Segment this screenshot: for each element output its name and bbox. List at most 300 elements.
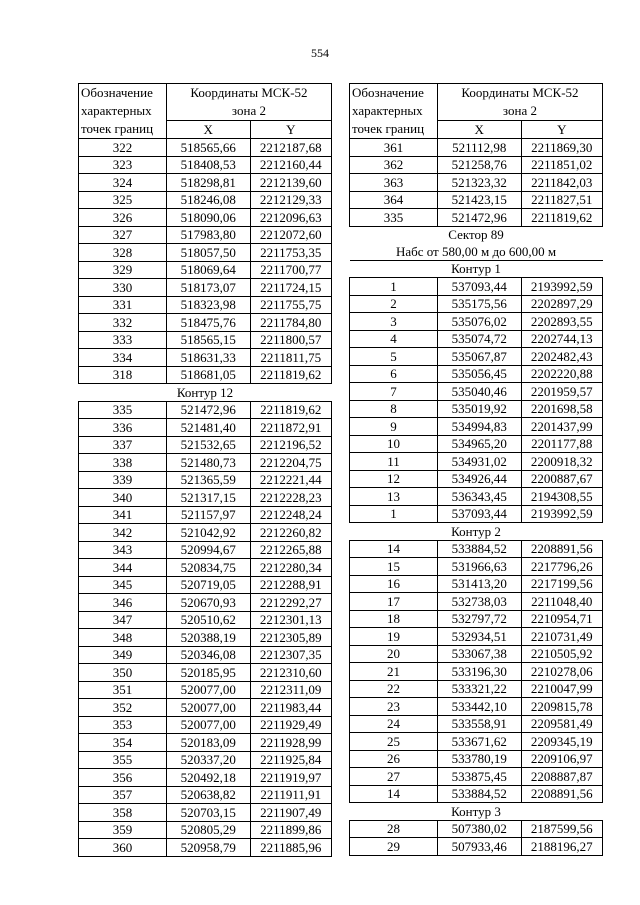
point-id-cell: 27 [350,768,438,786]
y-coordinate-cell: 2211885,96 [250,839,331,857]
point-designation-header [350,84,438,139]
point-id-cell: 14 [350,540,438,558]
y-coordinate-cell: 2209106,97 [521,750,602,768]
table-row [350,628,603,646]
y-coordinate-cell: 2212265,88 [250,541,331,559]
table-row [350,820,603,838]
x-coordinate-cell: 518298,81 [166,174,250,192]
table-row [79,454,332,472]
header-line: зона 2 [502,103,537,118]
x-coordinate-cell: 532738,03 [437,593,521,611]
point-id-cell: 341 [79,506,167,524]
table-row [79,296,332,314]
table-header-row [79,84,332,121]
y-coordinate-cell: 2212280,34 [250,559,331,577]
y-coordinate-cell: 2211819,62 [250,401,331,419]
point-id-cell: 338 [79,454,167,472]
table-row [79,226,332,244]
table-row [79,366,332,384]
section-row [350,803,603,821]
y-coordinate-cell: 2211811,75 [250,349,331,367]
y-coordinate-cell: 2211872,91 [250,419,331,437]
table-row [79,191,332,209]
y-coordinate-cell: 2212129,33 [250,191,331,209]
x-coordinate-cell: 520638,82 [166,786,250,804]
x-coordinate-cell: 532934,51 [437,628,521,646]
table-row [79,506,332,524]
section-title: Контур 2 [350,523,603,541]
x-coordinate-cell: 521317,15 [166,489,250,507]
point-id-cell: 337 [79,436,167,454]
point-id-cell: 11 [350,453,438,471]
point-id-cell: 348 [79,629,167,647]
header-line: точек границ [81,121,154,136]
y-coordinate-cell: 2212187,68 [250,139,331,157]
table-row [350,733,603,751]
table-row [79,314,332,332]
x-coordinate-cell: 520994,67 [166,541,250,559]
table-row [350,540,603,558]
table-row [350,680,603,698]
x-coordinate-cell: 518173,07 [166,279,250,297]
y-coordinate-cell: 2208887,87 [521,768,602,786]
y-coordinate-cell: 2208891,56 [521,785,602,803]
x-coordinate-cell: 533780,19 [437,750,521,768]
y-coordinate-cell: 2211800,57 [250,331,331,349]
x-coordinate-cell: 507933,46 [437,838,521,856]
point-id-cell: 332 [79,314,167,332]
x-coordinate-cell: 521042,92 [166,524,250,542]
table-row [350,139,603,157]
table-row [350,663,603,681]
table-row [350,365,603,383]
x-coordinate-cell: 520077,00 [166,716,250,734]
y-coordinate-cell: 2211907,49 [250,804,331,822]
y-coordinate-cell: 2212221,44 [250,471,331,489]
point-id-cell: 2 [350,295,438,313]
section-title: Контур 12 [79,384,332,402]
x-coordinate-cell: 520834,75 [166,559,250,577]
table-row [79,559,332,577]
point-id-cell: 353 [79,716,167,734]
point-id-cell: 343 [79,541,167,559]
point-id-cell: 318 [79,366,167,384]
section-row [350,523,603,541]
table-row [79,734,332,752]
x-coordinate-cell: 517983,80 [166,226,250,244]
x-coordinate-cell: 521480,73 [166,454,250,472]
table-row [79,664,332,682]
point-id-cell: 347 [79,611,167,629]
table-row [79,261,332,279]
table-row [79,541,332,559]
y-coordinate-cell: 2211919,97 [250,769,331,787]
point-id-cell: 340 [79,489,167,507]
point-id-cell: 333 [79,331,167,349]
point-id-cell: 364 [350,191,438,209]
y-coordinate-cell: 2211753,35 [250,244,331,262]
point-id-cell: 344 [79,559,167,577]
y-coordinate-cell: 2211925,84 [250,751,331,769]
y-coordinate-cell: 2211700,77 [250,261,331,279]
point-id-cell: 363 [350,174,438,192]
y-coordinate-cell: 2212301,13 [250,611,331,629]
point-id-cell: 12 [350,470,438,488]
table-row [79,401,332,419]
point-id-cell: 26 [350,750,438,768]
table-row [79,769,332,787]
x-coordinate-cell: 520077,00 [166,699,250,717]
table-row [79,139,332,157]
point-id-cell: 339 [79,471,167,489]
y-coordinate-cell: 2211911,91 [250,786,331,804]
point-id-cell: 5 [350,348,438,366]
y-coordinate-cell: 2194308,55 [521,488,602,506]
x-coordinate-cell: 520719,05 [166,576,250,594]
x-coordinate-cell: 520670,93 [166,594,250,612]
x-coordinate-cell: 520337,20 [166,751,250,769]
x-coordinate-cell: 534994,83 [437,418,521,436]
y-coordinate-cell: 2212096,63 [250,209,331,227]
point-id-cell: 17 [350,593,438,611]
y-coordinate-cell: 2211928,99 [250,734,331,752]
table-row [350,400,603,418]
point-id-cell: 335 [79,401,167,419]
table-row [79,331,332,349]
point-id-cell: 6 [350,365,438,383]
y-coordinate-cell: 2211899,86 [250,821,331,839]
x-column-header: X [166,121,250,139]
point-id-cell: 331 [79,296,167,314]
y-coordinate-cell: 2193992,59 [521,505,602,523]
y-coordinate-cell: 2212139,60 [250,174,331,192]
point-id-cell: 8 [350,400,438,418]
table-row [350,278,603,296]
x-coordinate-cell: 533321,22 [437,680,521,698]
x-coordinate-cell: 518057,50 [166,244,250,262]
point-id-cell: 16 [350,575,438,593]
header-line: характерных [81,103,152,118]
x-coordinate-cell: 534965,20 [437,435,521,453]
x-coordinate-cell: 521365,59 [166,471,250,489]
x-coordinate-cell: 518069,64 [166,261,250,279]
section-title: Сектор 89 [350,226,603,243]
y-coordinate-cell: 2212204,75 [250,454,331,472]
y-coordinate-cell: 2210278,06 [521,663,602,681]
x-coordinate-cell: 534926,44 [437,470,521,488]
coordinates-table-right [349,83,603,856]
point-id-cell: 22 [350,680,438,698]
y-coordinate-cell: 2211724,15 [250,279,331,297]
point-id-cell: 335 [350,209,438,227]
x-coordinate-cell: 518090,06 [166,209,250,227]
table-row [350,174,603,192]
y-coordinate-cell: 2212260,82 [250,524,331,542]
x-coordinate-cell: 521112,98 [437,139,521,157]
point-id-cell: 3 [350,313,438,331]
section-title: Контур 1 [350,260,603,278]
point-id-cell: 334 [79,349,167,367]
point-id-cell: 21 [350,663,438,681]
point-id-cell: 4 [350,330,438,348]
section-row [350,226,603,243]
y-coordinate-cell: 2202897,29 [521,295,602,313]
point-id-cell: 7 [350,383,438,401]
point-id-cell: 1 [350,505,438,523]
section-row [350,243,603,260]
point-id-cell: 20 [350,645,438,663]
y-coordinate-cell: 2211755,75 [250,296,331,314]
point-id-cell: 326 [79,209,167,227]
y-coordinate-cell: 2193992,59 [521,278,602,296]
y-coordinate-cell: 2217796,26 [521,558,602,576]
x-coordinate-cell: 535019,92 [437,400,521,418]
table-row [350,313,603,331]
x-coordinate-cell: 537093,44 [437,278,521,296]
y-column-header: Y [250,121,331,139]
coordinates-header [437,84,602,121]
table-row [79,751,332,769]
coordinates-header [166,84,331,121]
point-id-cell: 14 [350,785,438,803]
table-row [350,768,603,786]
section-title: Контур 3 [350,803,603,821]
table-row [79,279,332,297]
y-coordinate-cell: 2201177,88 [521,435,602,453]
table-row [79,156,332,174]
point-id-cell: 357 [79,786,167,804]
x-coordinate-cell: 521157,97 [166,506,250,524]
x-coordinate-cell: 518408,53 [166,156,250,174]
table-row [79,576,332,594]
y-coordinate-cell: 2212160,44 [250,156,331,174]
table-row [79,629,332,647]
table-body [79,139,332,857]
x-coordinate-cell: 536343,45 [437,488,521,506]
x-coordinate-cell: 521423,15 [437,191,521,209]
point-id-cell: 362 [350,156,438,174]
point-id-cell: 19 [350,628,438,646]
y-column-header: Y [521,121,602,139]
y-coordinate-cell: 2200887,67 [521,470,602,488]
y-coordinate-cell: 2202893,55 [521,313,602,331]
y-coordinate-cell: 2212311,09 [250,681,331,699]
x-coordinate-cell: 518246,08 [166,191,250,209]
table-row [79,489,332,507]
x-coordinate-cell: 533884,52 [437,540,521,558]
point-id-cell: 23 [350,698,438,716]
table-row [350,838,603,856]
table-row [79,524,332,542]
table-row [350,209,603,227]
x-coordinate-cell: 531413,20 [437,575,521,593]
table-row [79,174,332,192]
table-row [79,594,332,612]
x-coordinate-cell: 520805,29 [166,821,250,839]
table-row [350,558,603,576]
table-row [79,681,332,699]
y-coordinate-cell: 2211819,62 [250,366,331,384]
x-coordinate-cell: 520185,95 [166,664,250,682]
point-id-cell: 350 [79,664,167,682]
y-coordinate-cell: 2212248,24 [250,506,331,524]
table-row [350,610,603,628]
point-id-cell: 24 [350,715,438,733]
x-coordinate-cell: 518681,05 [166,366,250,384]
y-coordinate-cell: 2201959,57 [521,383,602,401]
y-coordinate-cell: 2211842,03 [521,174,602,192]
x-coordinate-cell: 533671,62 [437,733,521,751]
y-coordinate-cell: 2187599,56 [521,820,602,838]
y-coordinate-cell: 2212072,60 [250,226,331,244]
point-id-cell: 358 [79,804,167,822]
x-coordinate-cell: 533558,91 [437,715,521,733]
section-row [79,384,332,402]
point-designation-header [79,84,167,139]
y-coordinate-cell: 2212292,27 [250,594,331,612]
table-row [79,611,332,629]
x-coordinate-cell: 521532,65 [166,436,250,454]
header-line: Координаты МСК-52 [190,85,308,100]
table-row [350,348,603,366]
table-row [350,295,603,313]
table-row [79,839,332,857]
point-id-cell: 345 [79,576,167,594]
page-number: 554 [311,46,329,60]
point-id-cell: 325 [79,191,167,209]
y-coordinate-cell: 2212196,52 [250,436,331,454]
x-coordinate-cell: 520183,09 [166,734,250,752]
y-coordinate-cell: 2211827,51 [521,191,602,209]
point-id-cell: 336 [79,419,167,437]
x-coordinate-cell: 533067,38 [437,645,521,663]
point-id-cell: 322 [79,139,167,157]
x-coordinate-cell: 521323,32 [437,174,521,192]
point-id-cell: 1 [350,278,438,296]
y-coordinate-cell: 2217199,56 [521,575,602,593]
y-coordinate-cell: 2211819,62 [521,209,602,227]
table-row [79,244,332,262]
point-id-cell: 342 [79,524,167,542]
y-coordinate-cell: 2210047,99 [521,680,602,698]
point-id-cell: 29 [350,838,438,856]
table-header-row [350,84,603,121]
x-coordinate-cell: 533884,52 [437,785,521,803]
x-coordinate-cell: 535067,87 [437,348,521,366]
table-row [350,418,603,436]
y-coordinate-cell: 2202482,43 [521,348,602,366]
x-coordinate-cell: 518323,98 [166,296,250,314]
table-row [350,191,603,209]
section-title: Набс от 580,00 м до 600,00 м [350,243,603,260]
y-coordinate-cell: 2210954,71 [521,610,602,628]
point-id-cell: 15 [350,558,438,576]
point-id-cell: 349 [79,646,167,664]
point-id-cell: 351 [79,681,167,699]
table-row [350,453,603,471]
x-coordinate-cell: 535074,72 [437,330,521,348]
point-id-cell: 330 [79,279,167,297]
table-row [79,699,332,717]
point-id-cell: 360 [79,839,167,857]
y-coordinate-cell: 2202744,13 [521,330,602,348]
x-coordinate-cell: 518565,66 [166,139,250,157]
table-row [350,645,603,663]
y-coordinate-cell: 2208891,56 [521,540,602,558]
header-line: точек границ [352,121,425,136]
x-coordinate-cell: 533196,30 [437,663,521,681]
x-coordinate-cell: 520388,19 [166,629,250,647]
point-id-cell: 354 [79,734,167,752]
point-id-cell: 324 [79,174,167,192]
table-row [350,698,603,716]
table-row [79,349,332,367]
x-coordinate-cell: 521481,40 [166,419,250,437]
y-coordinate-cell: 2210731,49 [521,628,602,646]
x-coordinate-cell: 520703,15 [166,804,250,822]
x-coordinate-cell: 520346,08 [166,646,250,664]
y-coordinate-cell: 2211784,80 [250,314,331,332]
header-line: Координаты МСК-52 [461,85,579,100]
y-coordinate-cell: 2209815,78 [521,698,602,716]
point-id-cell: 327 [79,226,167,244]
y-coordinate-cell: 2209581,49 [521,715,602,733]
table-row [79,804,332,822]
point-id-cell: 25 [350,733,438,751]
table-row [79,419,332,437]
y-coordinate-cell: 2212307,35 [250,646,331,664]
y-coordinate-cell: 2201437,99 [521,418,602,436]
y-coordinate-cell: 2212228,23 [250,489,331,507]
y-coordinate-cell: 2212288,91 [250,576,331,594]
x-coordinate-cell: 520077,00 [166,681,250,699]
header-line: Обозначение [81,85,153,100]
x-coordinate-cell: 520958,79 [166,839,250,857]
table-row [350,488,603,506]
y-coordinate-cell: 2212305,89 [250,629,331,647]
table-row [350,593,603,611]
table-row [79,821,332,839]
point-id-cell: 356 [79,769,167,787]
y-coordinate-cell: 2202220,88 [521,365,602,383]
table-body [350,139,603,856]
x-coordinate-cell: 521472,96 [437,209,521,227]
x-coordinate-cell: 507380,02 [437,820,521,838]
x-coordinate-cell: 533442,10 [437,698,521,716]
point-id-cell: 346 [79,594,167,612]
header-line: зона 2 [231,103,266,118]
coordinates-table-left [78,83,332,857]
header-line: характерных [352,103,423,118]
point-id-cell: 328 [79,244,167,262]
x-coordinate-cell: 521472,96 [166,401,250,419]
y-coordinate-cell: 2209345,19 [521,733,602,751]
point-id-cell: 9 [350,418,438,436]
table-row [79,209,332,227]
y-coordinate-cell: 2188196,27 [521,838,602,856]
x-coordinate-cell: 535056,45 [437,365,521,383]
point-id-cell: 28 [350,820,438,838]
point-id-cell: 361 [350,139,438,157]
table-row [79,471,332,489]
y-coordinate-cell: 2211048,40 [521,593,602,611]
point-id-cell: 10 [350,435,438,453]
table-row [79,786,332,804]
point-id-cell: 13 [350,488,438,506]
x-coordinate-cell: 535076,02 [437,313,521,331]
x-coordinate-cell: 518565,15 [166,331,250,349]
x-coordinate-cell: 535175,56 [437,295,521,313]
